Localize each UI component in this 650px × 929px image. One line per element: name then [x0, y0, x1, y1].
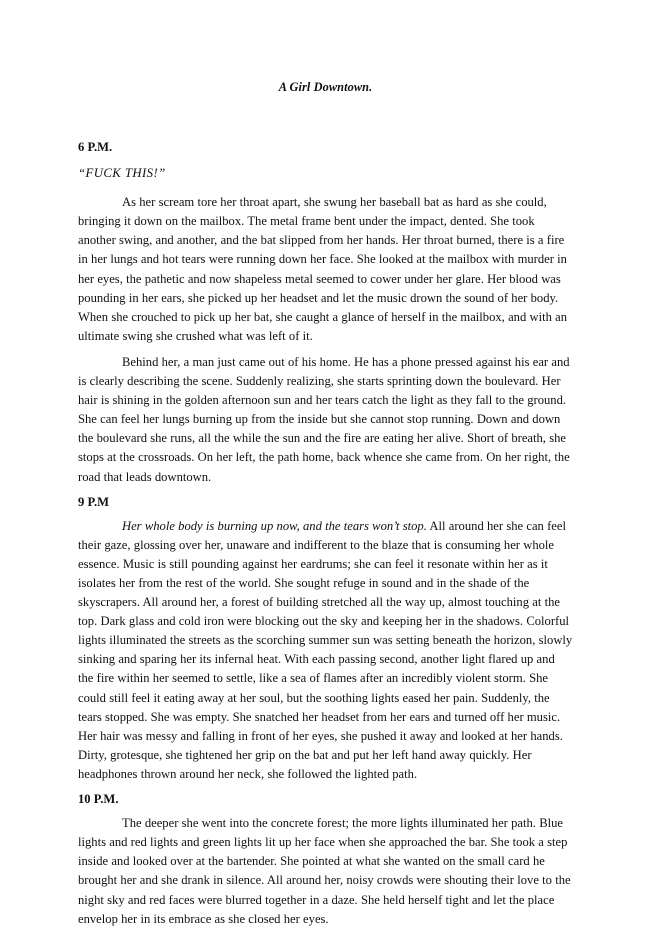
shout-line: “FUCK THIS!”	[78, 165, 166, 180]
section-heading-10pm: 10 P.M.	[78, 792, 119, 807]
paragraph	[78, 517, 573, 784]
document-body	[78, 0, 573, 929]
document-title: A Girl Downtown.	[278, 80, 373, 94]
paragraph: The deeper she went into the concrete forest; the more lights illuminated her path. Blue lights and red lights and green lights lit up her face when she approached the bar. She took a step inside and looked over at the bartender. She pointed at what she wanted on the small card he brought her and she drank in silence. All around her, noisy crowds were shouting their love to the night sky and red faces were blurred together in a daze. She held herself tight and let the place envelop her in its embrace as she closed her eyes.	[78, 816, 571, 926]
spacer-heading-10pm	[78, 807, 573, 814]
paragraph: Behind her, a man just came out of his home. He has a phone pressed against his ear and is clearly describing the scene. Suddenly realizing, she starts sprinting down the boulevard. Her hair is shining in the golden afternoon sun and her tears catch the light as they fall to the ground. She can feel her lungs burning up from the inside but she cannot stop running. Down and down the boulevard she runs, all the while the sun and the fire are eating her alive. Short of breath, she stops at the crossroads. On her left, the path home, back whence she came from. On her right, the road that leads downtown.	[78, 354, 570, 484]
paragraph: As her scream tore her throat apart, she swung her baseball bat as hard as she could, bringing it down on the mailbox. The metal frame bent under the impact, dented. She took another swing, and another, and the bat slipped from her hands. Her throat burned, there is a fire in her lungs and hot tears were running down her face. She looked at the mailbox with murder in her eyes, the pathetic and now shapeless metal seemed to cower under her glare. Her blood was pounding in her ears, she picked up her headset and let the music drown the sound of her body. When she crouched to pick up her bat, she caught a glance of herself in the mailbox, and with an ultimate swing she crushed what was left of it.	[78, 195, 568, 343]
spacer-shout	[78, 181, 573, 193]
section-heading-6pm: 6 P.M.	[78, 139, 113, 154]
spacer-title	[78, 95, 573, 140]
spacer-heading-9pm	[78, 510, 573, 517]
paragraph-text: All around her she can feel their gaze, glossing over her, unaware and indifferent to the blaze that is consuming her whole essence. Music is still pounding against her eardrums; she can feel it resonate within her as it isolates her from the rest of the world. She sought refuge in sound and in the shade of the skyscrapers. All around her, a forest of building stretched all the way up, almost touching at the top. Dark glass and cold iron were blocking out the sky and keeping her in the shadows. Colorful lights illuminated the streets as the scorching summer sun was setting beneath the horizon, slowly sinking and sparing her its infernal heat. With each passing second, another light flared up and the fire within her seemed to settle, like a sea of flames after an incredibly violent storm. She could still feel it eating away at her soul, but the soothing lights eased her pain. Suddenly, the tears stopped. She was empty. She snatched her headset from her ears and turned off her music. Her hair was messy and falling in front of her eyes, she pushed it away and looked at her hands. Dirty, grotesque, she tightened her grip on the bat and put her left hand away quickly. Her headphones thrown around her neck, she followed the lighted path.	[78, 518, 573, 781]
lead-italic-sentence: Her whole body is burning up now, and the tears won’t stop.	[122, 518, 427, 533]
spacer-heading-6pm	[78, 155, 573, 166]
spacer-paragraph-3	[78, 784, 573, 792]
spacer-paragraph-2	[78, 487, 573, 495]
spacer-paragraph-1	[78, 346, 573, 353]
section-heading-9pm: 9 P.M	[78, 494, 110, 509]
